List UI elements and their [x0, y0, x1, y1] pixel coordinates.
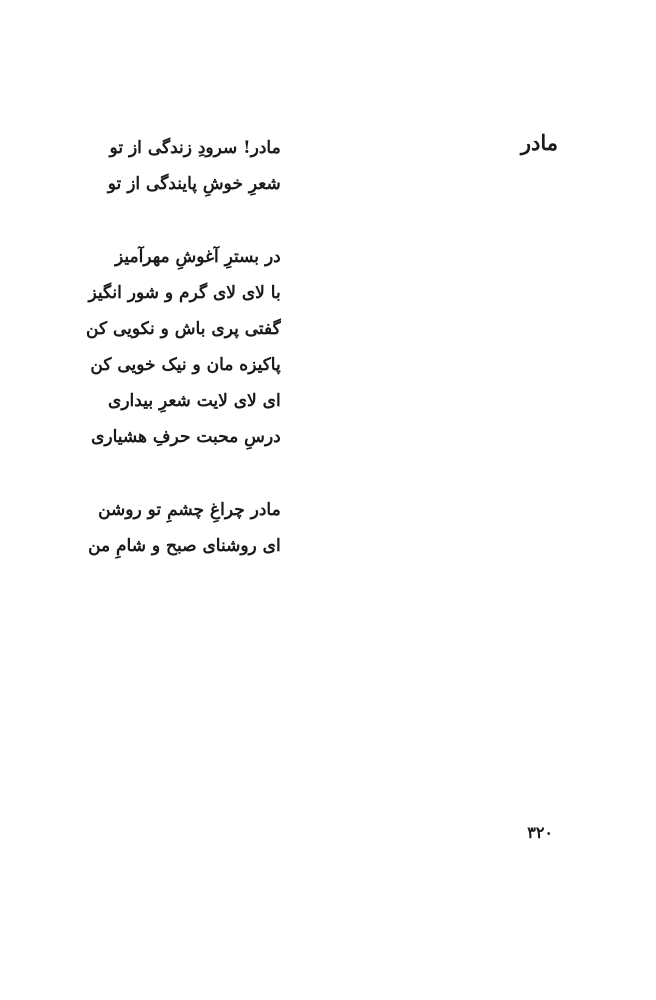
poem-line: مادر! سرودِ زندگی از تو — [109, 138, 281, 158]
poem-line: پاکیزه مان و نیک خویی کن — [90, 355, 281, 375]
poem-line: با لای لای گرم و شور انگیز — [88, 283, 281, 303]
poem-title: مادر — [520, 130, 558, 155]
poem-line: گفتی پری باش و نکویی کن — [86, 319, 281, 339]
poem-body — [86, 130, 281, 564]
poem-line: مادر چراغِ چشمِ تو روشن — [98, 500, 281, 520]
poem-line: شعرِ خوشِ پایندگی از تو — [107, 174, 281, 194]
stanza-3 — [86, 492, 281, 564]
poem-line: در بسترِ آغوشِ مهرآمیز — [114, 247, 281, 267]
poem-line: درسِ محبت حرفِ هشیاری — [91, 427, 281, 447]
stanza-1 — [86, 130, 281, 202]
page-number: ۳۲۰ — [527, 823, 553, 842]
poem-line: ای لای لایت شعرِ بیداری — [108, 391, 281, 411]
stanza-2 — [86, 239, 281, 455]
poem-line: ای روشنای صبح و شامِ من — [88, 536, 281, 556]
